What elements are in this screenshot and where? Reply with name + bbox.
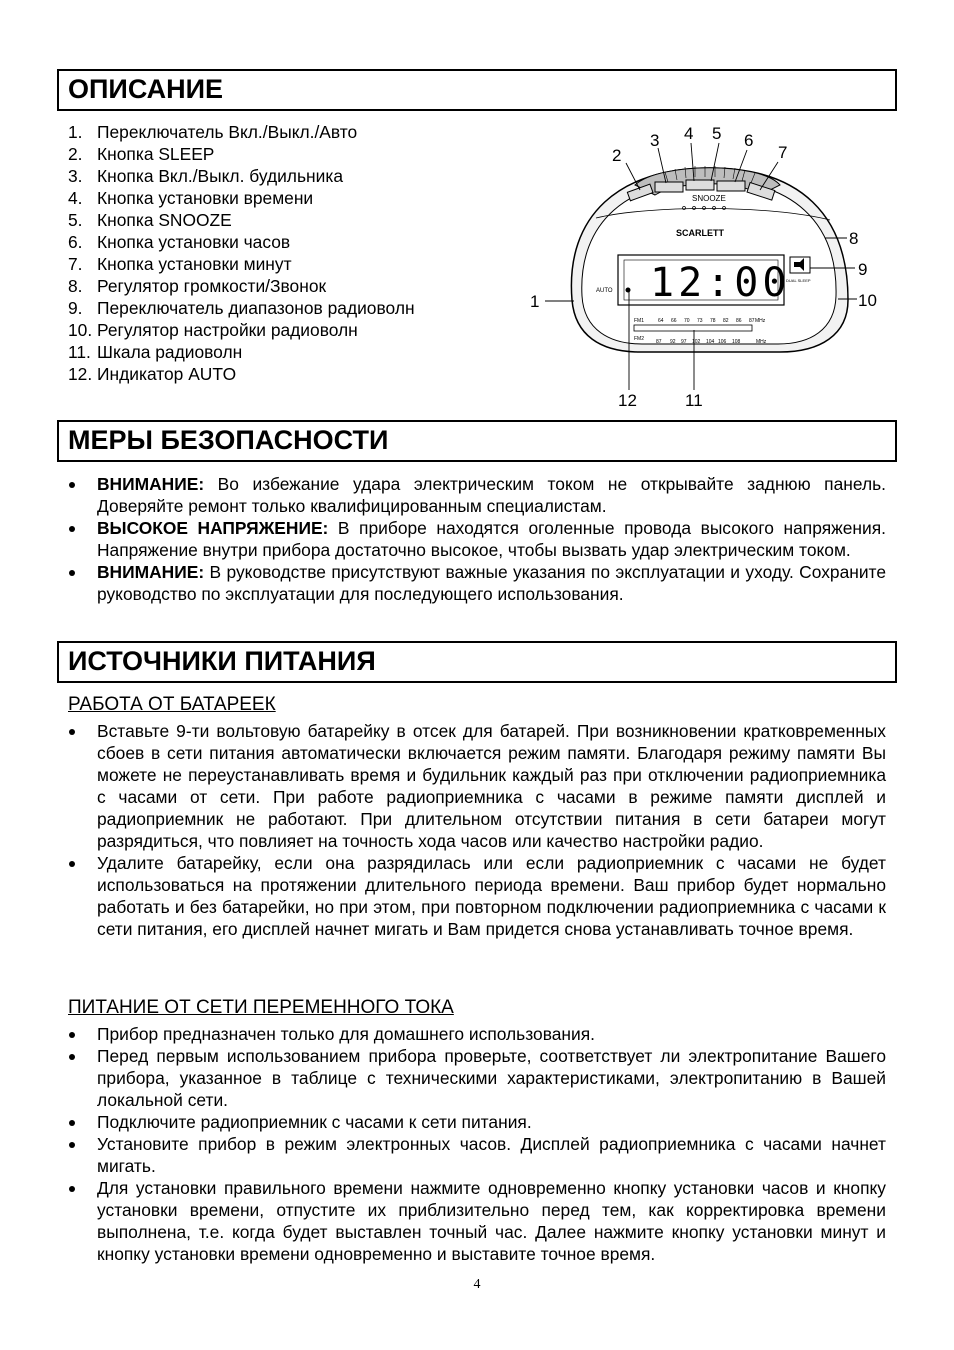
tuning-scale <box>634 325 752 331</box>
callout-4: 4 <box>684 124 694 143</box>
subheading-battery: РАБОТА ОТ БАТАРЕЕК <box>68 694 276 715</box>
svg-text:FM1: FM1 <box>634 318 644 324</box>
callout-5: 5 <box>712 124 722 143</box>
list-item: ВЫСОКОЕ НАПРЯЖЕНИЕ: В приборе находятся оголенные провода высокого напряжения. Напряжение внутри прибора достаточно высокое, чтобы вызвать удар электрическим током. <box>97 518 886 560</box>
svg-text:106: 106 <box>718 339 727 345</box>
svg-text:66: 66 <box>671 318 677 324</box>
svg-text:64: 64 <box>658 318 664 324</box>
svg-text:73: 73 <box>697 318 703 324</box>
snooze-label: SNOOZE <box>692 194 726 203</box>
list-item: 9. Переключатель диапазонов радиоволн <box>68 298 415 318</box>
page-number: 4 <box>473 1277 481 1292</box>
list-item: Удалите батарейку, если она разрядилась или если радиоприемник с часами не будет использоваться на протяжении длительного периода времени. Ваш прибор будет нормально работать и без батарейки, но при этом, при повторном подключении радиоприемника с часами к сети питания, его дисплей начнет мигать и Вам придется снова устанавливать точное время. <box>97 853 886 939</box>
list-item: Вставьте 9-ти вольтовую батарейку в отсек для батарей. При возникновении кратковременных сбоев в сети питания автоматически включается режим памяти. Благодаря режиму памяти Вы можете не переустанавливать время и будильник каждый раз при отключении радиоприемника с часами от сети. При работе радиоприемника с часами в режиме памяти дисплей и радиоприемник не работают. При длительном отсутствии питания в сети батареи могут разрядиться, что повлияет на точность хода часов или качество настройки радио. <box>97 721 886 851</box>
svg-text:DUAL SLEEP: DUAL SLEEP <box>786 278 811 283</box>
hour-button <box>717 181 745 191</box>
callout-8: 8 <box>849 229 859 248</box>
svg-text:97: 97 <box>681 339 687 345</box>
list-item: 7. Кнопка установки минут <box>68 254 292 274</box>
auto-label: AUTO <box>596 288 613 294</box>
section-heading-description: ОПИСАНИЕ <box>57 69 897 111</box>
alarm-button <box>655 182 683 192</box>
svg-text:87: 87 <box>749 318 755 324</box>
callout-3: 3 <box>650 131 660 150</box>
callout-10: 10 <box>858 291 877 310</box>
list-item: 1. Переключатель Вкл./Выкл./Авто <box>68 122 358 142</box>
list-item: 5. Кнопка SNOOZE <box>68 210 232 230</box>
ac-list <box>68 1023 886 1265</box>
svg-text:MHz: MHz <box>755 318 766 324</box>
list-item: Прибор предназначен только для домашнего использования. <box>97 1024 595 1044</box>
svg-text:70: 70 <box>684 318 690 324</box>
list-item: 11. Шкала радиоволн <box>68 342 243 362</box>
battery-list <box>68 720 886 940</box>
svg-text:78: 78 <box>710 318 716 324</box>
callout-2: 2 <box>612 146 622 165</box>
section-heading-safety: МЕРЫ БЕЗОПАСНОСТИ <box>57 420 897 462</box>
safety-list <box>68 473 886 605</box>
list-item: 3. Кнопка Вкл./Выкл. будильника <box>68 166 343 186</box>
list-item: 2. Кнопка SLEEP <box>68 144 215 164</box>
svg-text:87: 87 <box>656 339 662 345</box>
list-item: 8. Регулятор громкости/Звонок <box>68 276 327 296</box>
svg-text:104: 104 <box>706 339 715 345</box>
list-item: Для установки правильного времени нажмите одновременно кнопку установки часов и кнопку установки времени, отпустите их приблизительно перед тем, как корректировка времени выполнена, т.е. когда будет выставлен точный час. Далее нажмите кнопку установки минут и кнопку установки времени одновременно и выставите точное время. <box>97 1178 886 1264</box>
callout-9: 9 <box>858 260 868 279</box>
auto-indicator-dot <box>626 288 631 293</box>
list-item: 4. Кнопка установки времени <box>68 188 314 208</box>
svg-text:108: 108 <box>732 339 741 345</box>
list-item: ВНИМАНИЕ: В руководстве присутствуют важные указания по эксплуатации и уходу. Сохраните руководство по эксплуатации для последующего использования. <box>97 562 886 604</box>
list-item: 6. Кнопка установки часов <box>68 232 291 252</box>
subheading-ac: ПИТАНИЕ ОТ СЕТИ ПЕРЕМЕННОГО ТОКА <box>68 997 454 1018</box>
list-item: 12. Индикатор AUTO <box>68 364 237 384</box>
clock-radio-diagram <box>528 120 888 415</box>
parts-list <box>68 121 488 385</box>
callout-7: 7 <box>778 143 788 162</box>
callout-12: 12 <box>618 391 637 410</box>
list-item: Подключите радиоприемник с часами к сети питания. <box>97 1112 532 1132</box>
display-time: 12:00 <box>650 260 791 306</box>
list-item: ВНИМАНИЕ: Во избежание удара электрическим током не открывайте заднюю панель. Доверяйте ремонт только квалифицированным специалистам. <box>97 474 886 516</box>
list-item: Установите прибор в режим электронных часов. Дисплей радиоприемника с часами начнет мигать. <box>97 1134 886 1176</box>
section-heading-power: ИСТОЧНИКИ ПИТАНИЯ <box>57 641 897 683</box>
list-item: Перед первым использованием прибора проверьте, соответствует ли электропитание Вашего прибора, указанное в таблице с техническими характеристиками, электропитанию в Вашей локальной сети. <box>97 1046 886 1110</box>
svg-text:102: 102 <box>692 339 701 345</box>
svg-text:92: 92 <box>670 339 676 345</box>
time-set-button <box>686 180 714 190</box>
callout-11: 11 <box>685 391 703 410</box>
brand-logo: SCARLETT <box>676 228 724 238</box>
svg-text:FM2: FM2 <box>634 336 644 342</box>
svg-text:MHz: MHz <box>756 339 767 345</box>
svg-text:82: 82 <box>723 318 729 324</box>
callout-1: 1 <box>530 292 540 311</box>
list-item: 10. Регулятор настройки радиоволн <box>68 320 358 340</box>
callout-6: 6 <box>744 131 754 150</box>
svg-text:86: 86 <box>736 318 742 324</box>
